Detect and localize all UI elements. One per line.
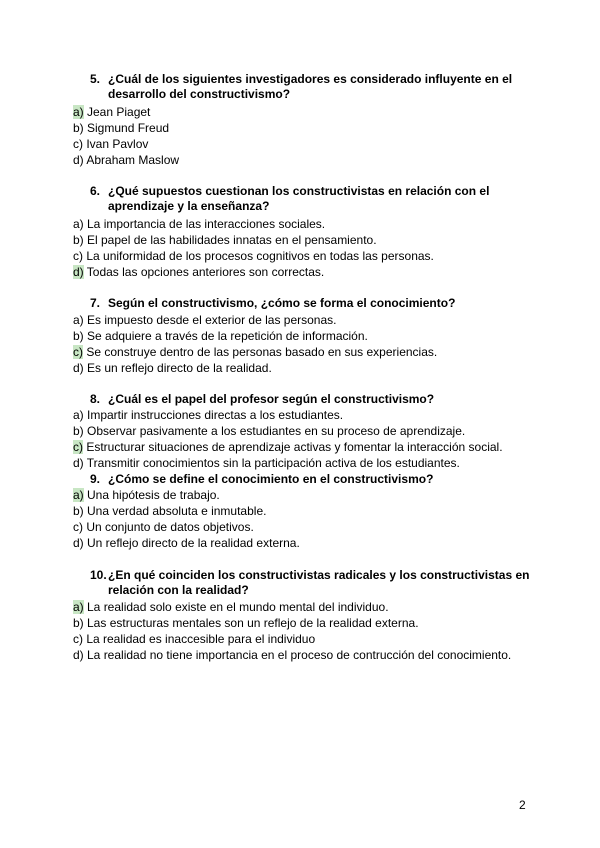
option-a (73, 216, 573, 232)
question-text: ¿Cómo se define el conocimiento en el constructivismo? (108, 472, 434, 486)
option-text: Ivan Pavlov (83, 137, 149, 151)
question-heading (90, 184, 530, 214)
question-text: ¿Cuál de los siguientes investigadores es considerado influyente en el desarrollo del constructivismo? (108, 72, 513, 101)
option-text: Un conjunto de datos objetivos. (83, 520, 254, 534)
option-letter: a) (73, 313, 84, 327)
option-letter: c) (73, 520, 83, 534)
option-text: Se adquiere a través de la repetición de información. (83, 329, 368, 343)
option-c (73, 136, 573, 152)
option-text: La realidad no tiene importancia en el proceso de contrucción del conocimiento. (83, 648, 512, 662)
option-text: La importancia de las interacciones sociales. (83, 217, 326, 231)
option-letter: a) (73, 105, 84, 119)
question-6 (90, 184, 530, 214)
option-text: La realidad es inaccesible para el individuo (83, 632, 316, 646)
question-8 (90, 392, 530, 407)
question-heading (90, 568, 530, 598)
option-letter: d) (73, 265, 84, 279)
question-heading (90, 72, 530, 102)
question-number: 10. (90, 568, 107, 582)
option-a (73, 104, 573, 120)
option-letter: c) (73, 137, 83, 151)
option-text: Una verdad absoluta e inmutable. (83, 504, 267, 518)
options-6 (73, 216, 573, 280)
option-b (73, 232, 573, 248)
question-7 (90, 296, 530, 311)
option-letter: c) (73, 632, 83, 646)
option-text: Las estructuras mentales son un reflejo de la realidad externa. (83, 616, 419, 630)
option-c (73, 631, 573, 647)
option-d (73, 264, 573, 280)
options-5 (73, 104, 573, 168)
option-letter: d) (73, 536, 84, 550)
page-number: 2 (519, 798, 526, 812)
question-heading (90, 472, 530, 487)
option-letter: a) (73, 600, 84, 614)
option-text: Impartir instrucciones directas a los estudiantes. (83, 408, 344, 422)
option-c (73, 344, 573, 360)
option-letter: b) (73, 233, 84, 247)
option-letter: d) (73, 648, 84, 662)
option-letter: b) (73, 424, 84, 438)
option-letter: b) (73, 121, 84, 135)
question-heading (90, 392, 530, 407)
option-a (73, 312, 573, 328)
option-letter: d) (73, 361, 84, 375)
question-text: Según el constructivismo, ¿cómo se forma el conocimiento? (108, 296, 456, 310)
option-b (73, 423, 573, 439)
option-text: La uniformidad de los procesos cognitivos en todas las personas. (83, 249, 434, 263)
option-d (73, 535, 573, 551)
option-d (73, 647, 573, 663)
option-text: Un reflejo directo de la realidad externa. (83, 536, 300, 550)
option-text: Una hipótesis de trabajo. (83, 488, 220, 502)
option-text: La realidad solo existe en el mundo mental del individuo. (83, 600, 389, 614)
option-letter: d) (73, 153, 84, 167)
question-number: 9. (90, 472, 101, 486)
option-a (73, 407, 573, 423)
option-text: Sigmund Freud (83, 121, 170, 135)
option-letter: c) (73, 440, 83, 454)
option-a (73, 599, 573, 615)
option-c (73, 519, 573, 535)
question-heading (90, 296, 530, 311)
question-number: 7. (90, 296, 101, 310)
option-text: Abraham Maslow (83, 153, 180, 167)
options-9 (73, 487, 573, 551)
option-text: Transmitir conocimientos sin la participación activa de los estudiantes. (83, 456, 460, 470)
option-text: Se construye dentro de las personas basado en sus experiencias. (83, 345, 438, 359)
option-b (73, 328, 573, 344)
option-text: Todas las opciones anteriores son correctas. (83, 265, 325, 279)
options-10 (73, 599, 573, 663)
question-number: 8. (90, 392, 101, 406)
option-letter: b) (73, 504, 84, 518)
option-text: Es un reflejo directo de la realidad. (83, 361, 272, 375)
option-letter: a) (73, 217, 84, 231)
question-5 (90, 72, 530, 102)
question-10 (90, 568, 530, 598)
option-b (73, 120, 573, 136)
option-a (73, 487, 573, 503)
option-letter: a) (73, 488, 84, 502)
option-letter: a) (73, 408, 84, 422)
option-text: El papel de las habilidades innatas en el pensamiento. (83, 233, 377, 247)
option-letter: b) (73, 616, 84, 630)
question-number: 6. (90, 184, 101, 198)
option-d (73, 360, 573, 376)
options-7 (73, 312, 573, 376)
option-text: Observar pasivamente a los estudiantes en su proceso de aprendizaje. (83, 424, 466, 438)
option-letter: c) (73, 345, 83, 359)
question-number: 5. (90, 72, 101, 86)
option-text: Es impuesto desde el exterior de las personas. (83, 313, 337, 327)
option-letter: c) (73, 249, 83, 263)
option-b (73, 503, 573, 519)
option-c (73, 248, 573, 264)
option-text: Estructurar situaciones de aprendizaje activas y fomentar la interacción social. (83, 440, 503, 454)
option-letter: b) (73, 329, 84, 343)
option-d (73, 455, 573, 471)
question-9 (90, 472, 530, 487)
option-b (73, 615, 573, 631)
option-text: Jean Piaget (83, 105, 151, 119)
question-text: ¿Qué supuestos cuestionan los constructivistas en relación con el aprendizaje y la enseñanza? (108, 184, 490, 213)
option-c (73, 439, 573, 455)
options-8 (73, 407, 573, 471)
question-text: ¿Cuál es el papel del profesor según el constructivismo? (108, 392, 435, 406)
question-text: ¿En qué coinciden los constructivistas radicales y los constructivistas en relación con la realidad? (108, 568, 530, 597)
option-letter: d) (73, 456, 84, 470)
option-d (73, 152, 573, 168)
